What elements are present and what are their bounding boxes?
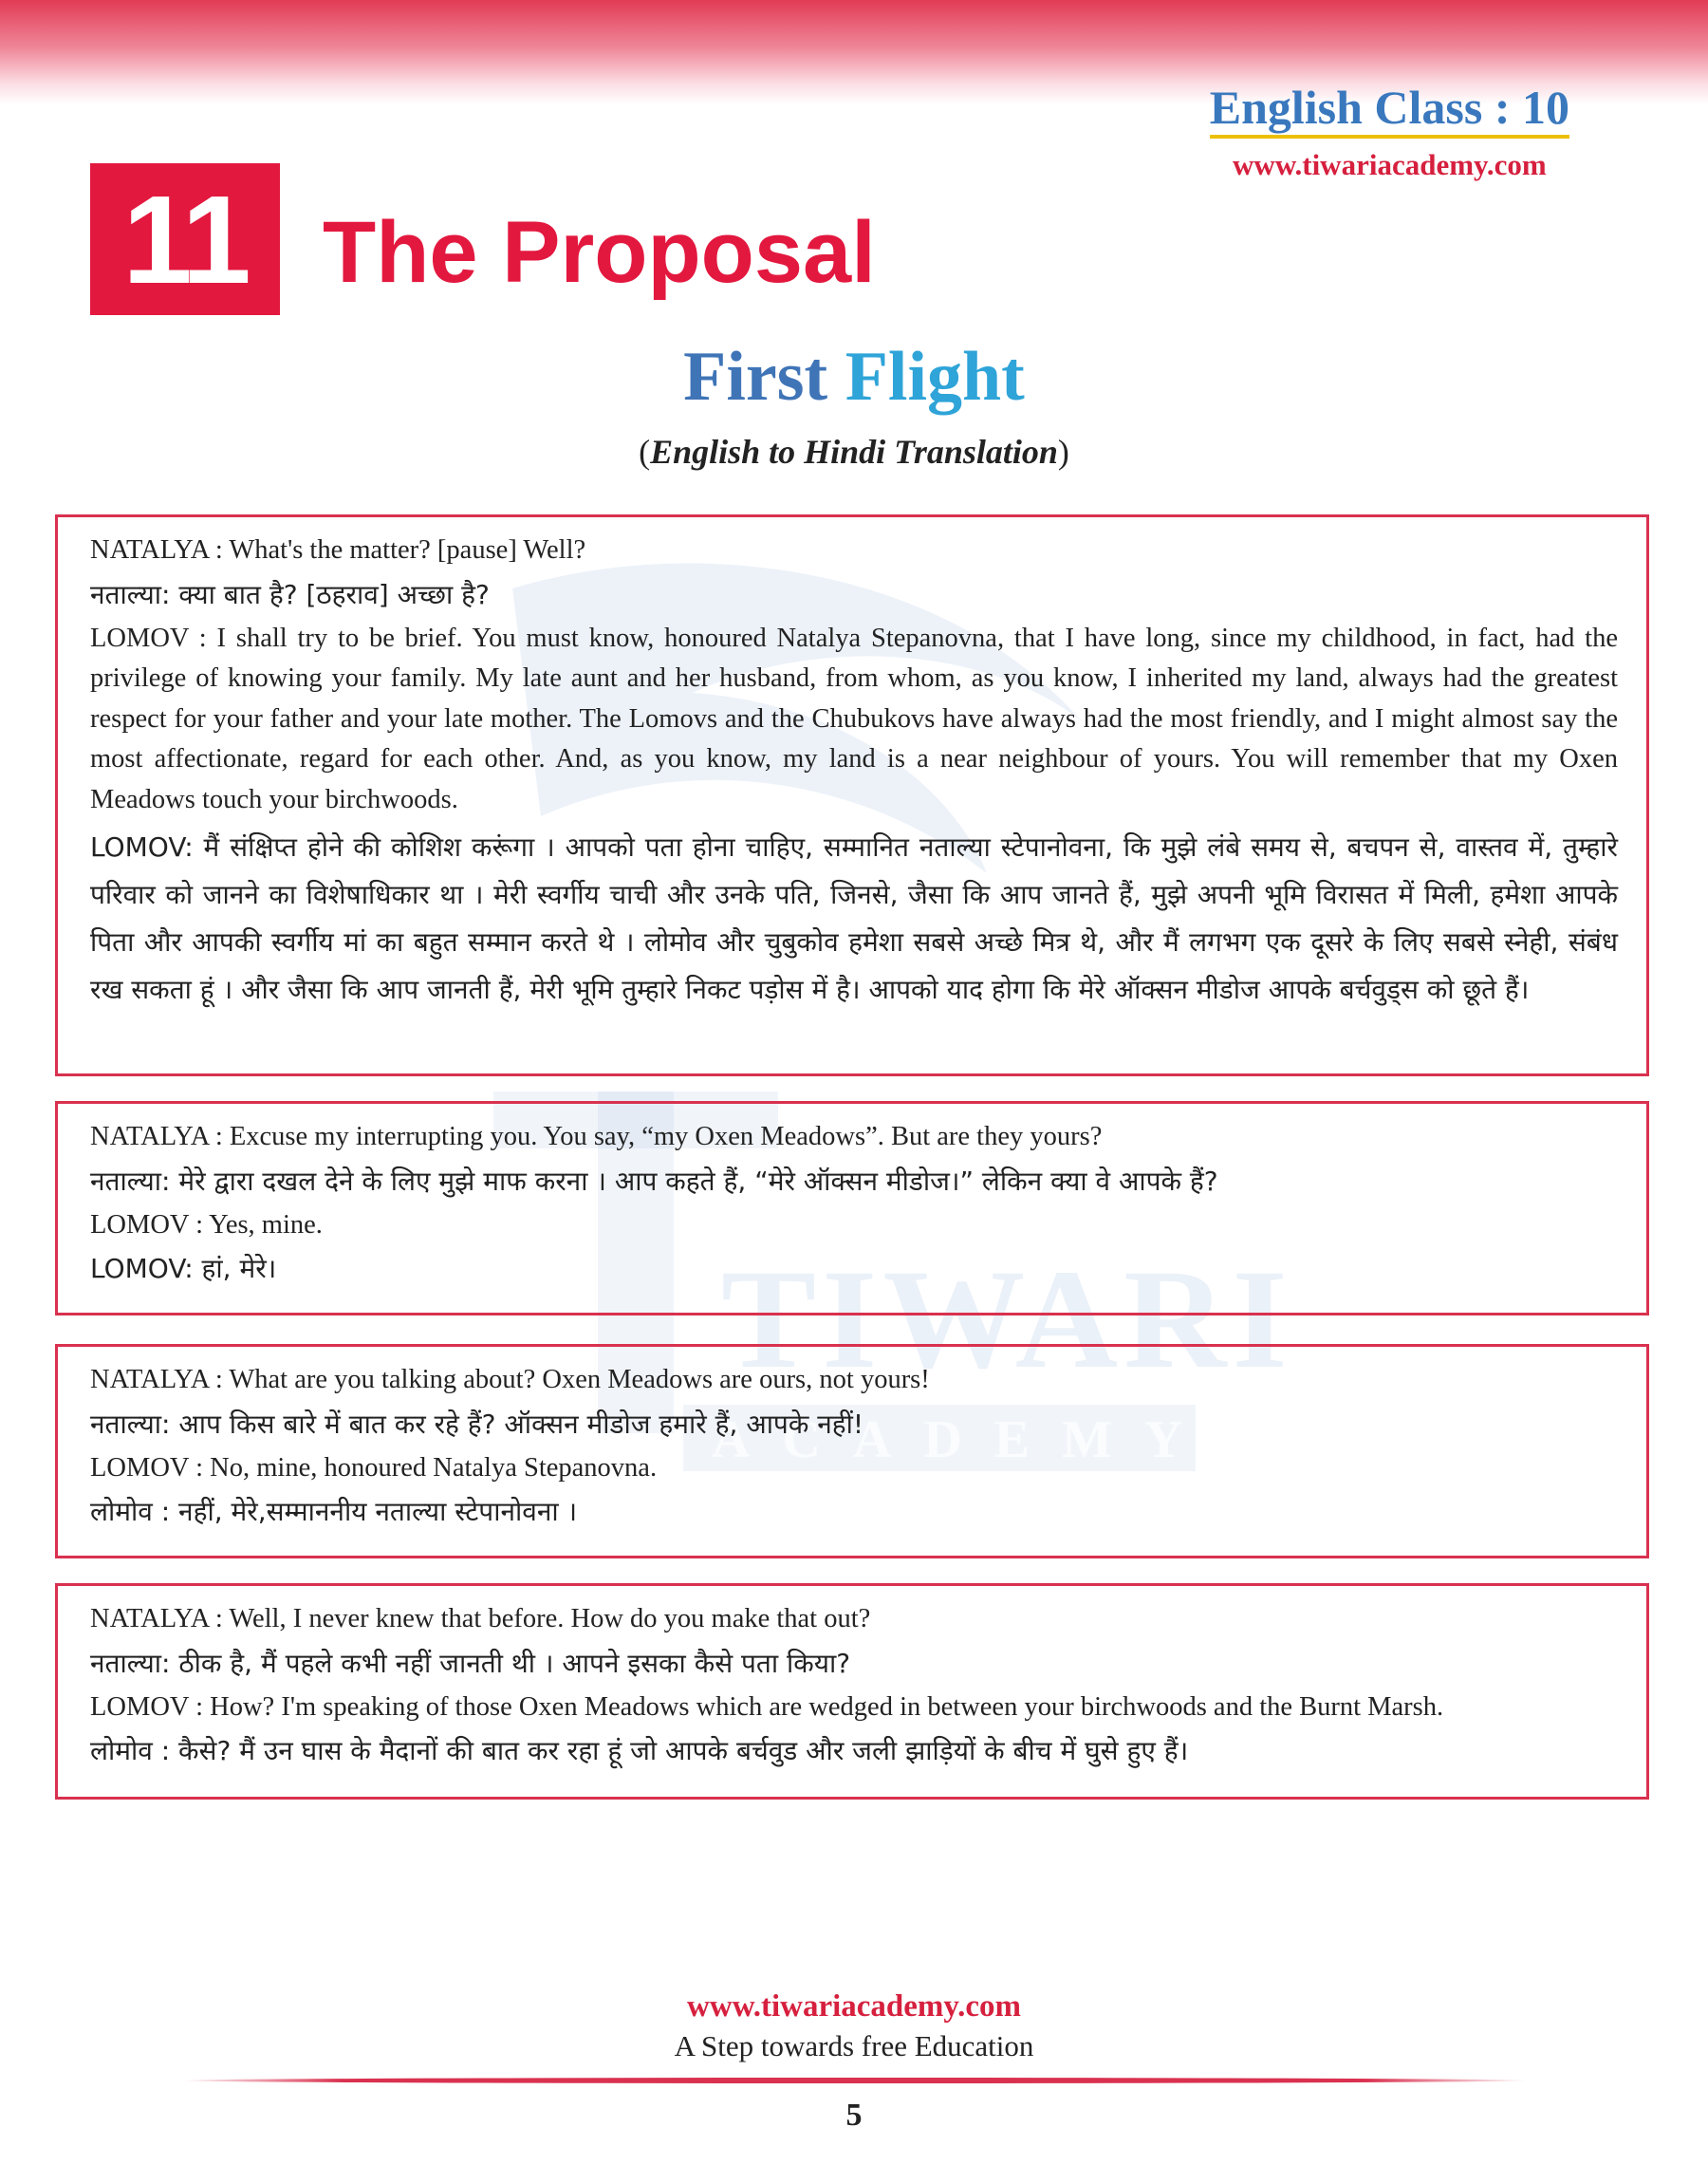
hindi-line: नताल्या: ठीक है, मैं पहले कभी नहीं जानती थी । आपने इसका कैसे पता किया? — [90, 1647, 851, 1679]
chapter-title: The Proposal — [323, 204, 876, 301]
book-title-word-2: Flight — [845, 338, 1025, 416]
english-line: LOMOV : How? I'm speaking of those Oxen Meadows which are wedged in between your birchwoods and the Burnt Marsh. — [90, 1691, 1444, 1722]
hindi-line: नताल्या: मेरे द्वारा दखल देने के लिए मुझे माफ करना । आप कहते हैं, “मेरे ऑक्सन मीडोज।” लेकिन क्या वे आपके हैं? — [90, 1165, 1218, 1197]
hindi-line: LOMOV: मैं संक्षिप्त होने की कोशिश करूंगा । आपको पता होना चाहिए, सम्मानित नताल्या स्टेपानोवना, कि मुझे लंबे समय से, बचपन से, वास्तव में, तुम्हारे परिवार को जानने का विशेषाधिकार था । मेरी स्वर्गीय चाची और उनके पति, जिनसे, जैसा कि आप जानते हैं, मुझे अपनी भूमि विरासत में मिली, हमेशा आपके पिता और आपकी स्वर्गीय मां का बहुत सम्मान करते थे । लोमोव और चुबुकोव हमेशा सबसे अच्छे मित्र थे, और मैं लगभग एक दूसरे के लिए सबसे स्नेही, संबंध रख सकता हूं । और जैसा कि आप जानती हैं, मेरी भूमि तुम्हारे निकट पड़ोस में है। आपको याद होगा कि मेरे ऑक्सन मीडोज आपके बर्चवुड्स को छूते हैं। — [90, 831, 1618, 1005]
brand-block — [1209, 81, 1569, 182]
subtitle-text: English to Hindi Translation — [650, 433, 1058, 471]
footer-tagline: A Step towards free Education — [674, 2029, 1034, 2062]
english-line: NATALYA : Well, I never knew that before. How do you make that out? — [90, 1604, 871, 1633]
brand-url[interactable]: www.tiwariacademy.com — [1233, 148, 1547, 181]
english-line: LOMOV : Yes, mine. — [90, 1209, 323, 1240]
english-line: LOMOV : No, mine, honoured Natalya Stepanovna. — [90, 1452, 658, 1483]
english-line: NATALYA : What are you talking about? Oxen Meadows are ours, not yours! — [90, 1365, 930, 1394]
book-title-word-1: First — [683, 338, 828, 416]
english-line: NATALYA : What's the matter? [pause] Well? — [90, 535, 586, 565]
hindi-line: LOMOV: हां, मेरे। — [90, 1253, 277, 1284]
english-line: NATALYA : Excuse my interrupting you. You say, “my Oxen Meadows”. But are they yours? — [90, 1122, 1103, 1151]
hindi-line: लोमोव : कैसे? मैं उन घास के मैदानों की बात कर रहा हूं जो आपके बर्चवुड और जली झाड़ियों के बीच में घुसे हुए हैं। — [90, 1735, 1189, 1766]
dialogue-box-3 — [55, 1344, 1649, 1558]
subtitle — [0, 435, 1708, 469]
page-number: 5 — [845, 2098, 863, 2133]
watermark-line-2: ACADEMY — [712, 1410, 1216, 1469]
subtitle-close-paren: ) — [1057, 433, 1069, 471]
brand-title: English Class : 10 — [1209, 81, 1569, 134]
brand-underline — [1210, 135, 1569, 139]
book-title — [0, 338, 1708, 416]
watermark-line-1: TIWARI — [721, 1241, 1293, 1398]
chapter-number-badge: 11 — [90, 163, 280, 315]
footer-url[interactable]: www.tiwariacademy.com — [687, 1989, 1021, 2024]
hindi-line: लोमोव : नहीं, मेरे,सम्माननीय नताल्या स्टेपानोवना । — [90, 1496, 578, 1527]
dialogue-box-1 — [55, 514, 1649, 1076]
dialogue-box-2 — [55, 1101, 1649, 1315]
footer-divider — [180, 2078, 1528, 2083]
hindi-line: नताल्या: आप किस बारे में बात कर रहे हैं? ऑक्सन मीडोज हमारे हैं, आपके नहीं! — [90, 1408, 864, 1440]
dialogue-box-4 — [55, 1583, 1649, 1800]
subtitle-open-paren: ( — [639, 433, 651, 471]
hindi-line: नताल्या: क्या बात है? [ठहराव] अच्छा है? — [90, 578, 490, 610]
english-line: LOMOV : I shall try to be brief. You must know, honoured Natalya Stepanovna, that I have long, since my childhood, in fact, had the privilege of knowing your family. My late aunt and her husband, from whom, as you know, I inherited my land, always had the greatest respect for your father and your late mother. The Lomovs and the Chubukovs have always had the most friendly, and I might almost say the most affectionate, regard for each other. And, as you know, my land is a near neighbour of yours. You will remember that my Oxen Meadows touch your birchwoods. — [90, 623, 1618, 814]
